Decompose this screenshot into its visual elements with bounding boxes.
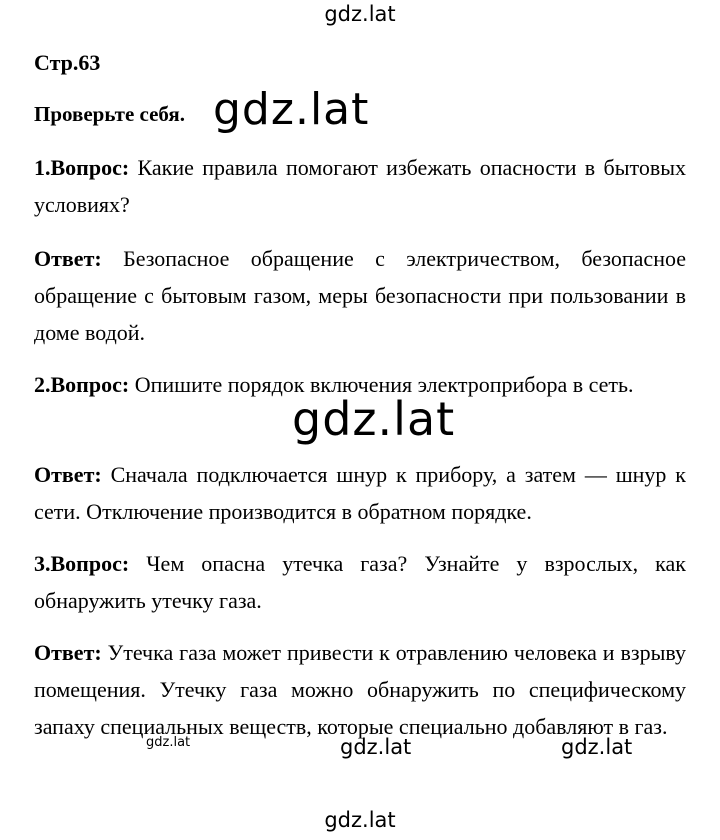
watermark-top: gdz.lat: [324, 2, 396, 26]
question-3: [34, 545, 686, 619]
question-text: Чем опасна утечка газа? Узнайте у взрослых, как обнаружить утечку газа.: [34, 551, 686, 613]
question-text: Какие правила помогают избежать опасности в бытовых условиях?: [34, 155, 687, 217]
answer-3: [34, 634, 686, 745]
question-1: [34, 149, 686, 223]
watermark-large-2: gdz.lat: [292, 392, 456, 446]
answer-text: Сначала подключается шнур к прибору, а затем — шнур к сети. Отключение производится в обратном порядке.: [34, 462, 686, 524]
watermark-small-1: gdz.lat: [146, 735, 191, 750]
watermark-small-2: gdz.lat: [340, 735, 412, 759]
question-label: 1.Вопрос:: [34, 155, 130, 180]
answer-label: Ответ:: [34, 462, 102, 487]
question-label: 2.Вопрос:: [34, 372, 130, 397]
answer-label: Ответ:: [34, 246, 102, 271]
question-label: 3.Вопрос:: [34, 551, 130, 576]
watermark-large-1: gdz.lat: [213, 84, 370, 135]
page-number: Стр.63: [34, 50, 101, 75]
answer-2: [34, 456, 686, 530]
answer-text: Утечка газа может привести к отравлению человека и взрыву помещения. Утечку газа можно обнаружить по специфическому запаху специальных веществ, которые специально добавляют в газ.: [34, 640, 686, 739]
watermark-bottom: gdz.lat: [324, 808, 396, 832]
section-title: Проверьте себя.: [34, 102, 186, 126]
answer-1: [34, 240, 686, 351]
answer-text: Безопасное обращение с электричеством, безопасное обращение с бытовым газом, меры безопасности при пользовании в доме водой.: [34, 246, 686, 345]
question-text: Опишите порядок включения электроприбора в сеть.: [134, 372, 634, 397]
answer-label: Ответ:: [34, 640, 102, 665]
watermark-small-3: gdz.lat: [561, 735, 633, 759]
